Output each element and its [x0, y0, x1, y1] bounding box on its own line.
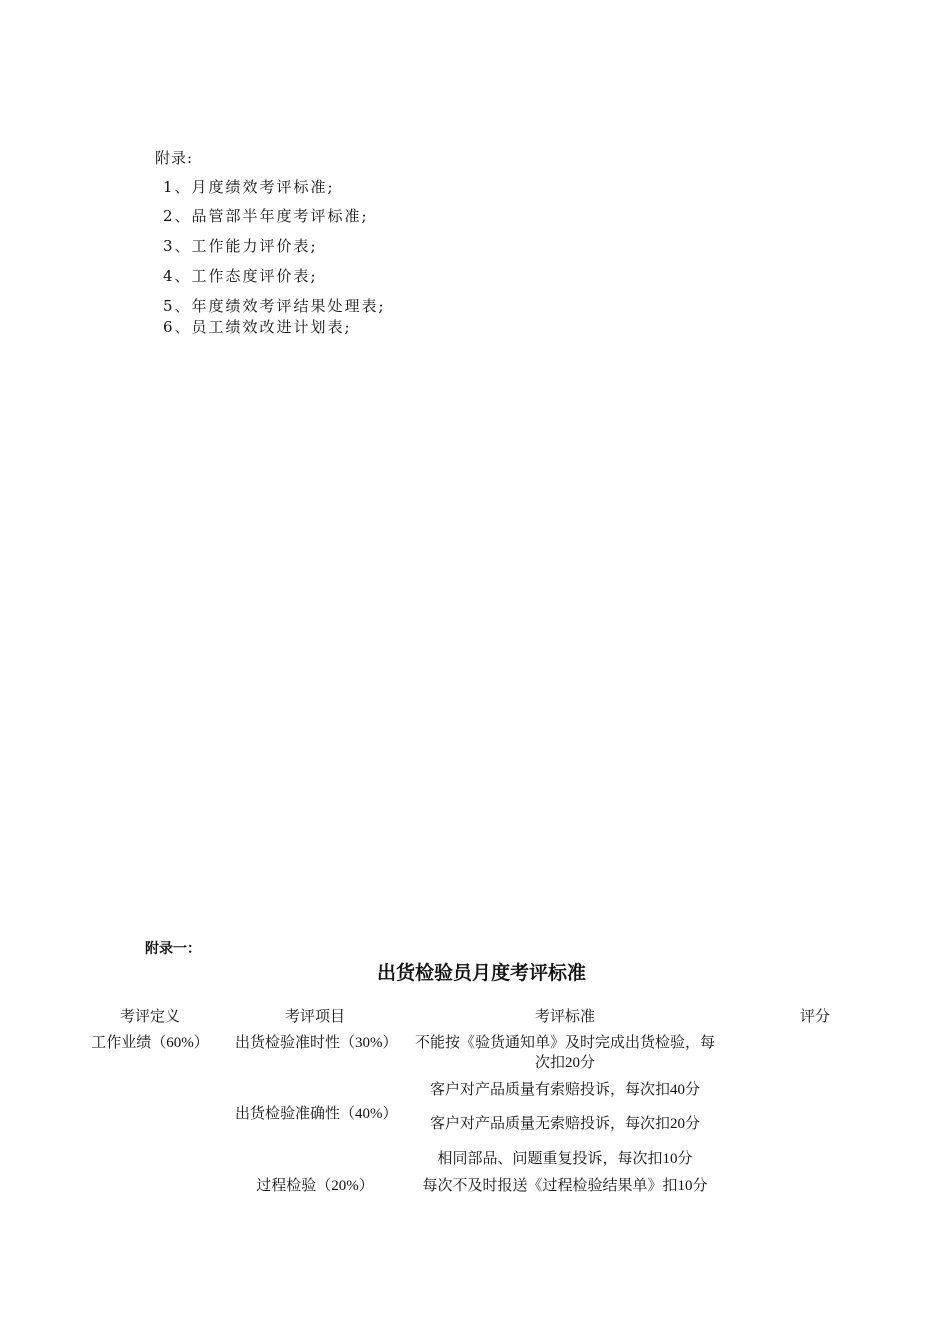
item-cell: 出货检验准时性（30%）	[235, 1035, 398, 1051]
standard-cell: 不能按《验货通知单》及时完成出货检验，每次扣20分	[414, 1035, 715, 1071]
standard-cell: 相同部品、问题重复投诉，每次扣10分	[437, 1151, 693, 1167]
page-title: 出货检验员月度考评标准	[376, 962, 586, 984]
column-header-score: 评分	[799, 1009, 830, 1025]
appendix-index-item: 4、工作态度评价表;	[163, 267, 318, 285]
column-header-standard: 考评标准	[534, 1009, 595, 1025]
column-header-definition: 考评定义	[119, 1009, 180, 1025]
appendix-index-heading: 附录:	[155, 149, 194, 167]
item-cell: 出货检验准确性（40%）	[235, 1106, 398, 1122]
definition-cell: 工作业绩（60%）	[91, 1035, 209, 1051]
appendix-index-item: 3、工作能力评价表;	[163, 237, 318, 255]
standard-cell: 每次不及时报送《过程检验结果单》扣10分	[422, 1178, 708, 1194]
standard-cell: 客户对产品质量有索赔投诉，每次扣40分	[429, 1082, 700, 1098]
appendix-index-item: 2、品管部半年度考评标准;	[163, 207, 369, 225]
appendix-index-item: 5、年度绩效考评结果处理表;	[163, 297, 386, 315]
standard-cell: 客户对产品质量无索赔投诉，每次扣20分	[429, 1116, 700, 1132]
item-cell: 过程检验（20%）	[256, 1178, 374, 1194]
appendix-one-label: 附录一：	[145, 941, 201, 957]
appendix-index-item: 6、员工绩效改进计划表;	[163, 318, 352, 336]
column-header-item: 考评项目	[284, 1009, 345, 1025]
appendix-index-item: 1、月度绩效考评标准;	[163, 178, 335, 196]
